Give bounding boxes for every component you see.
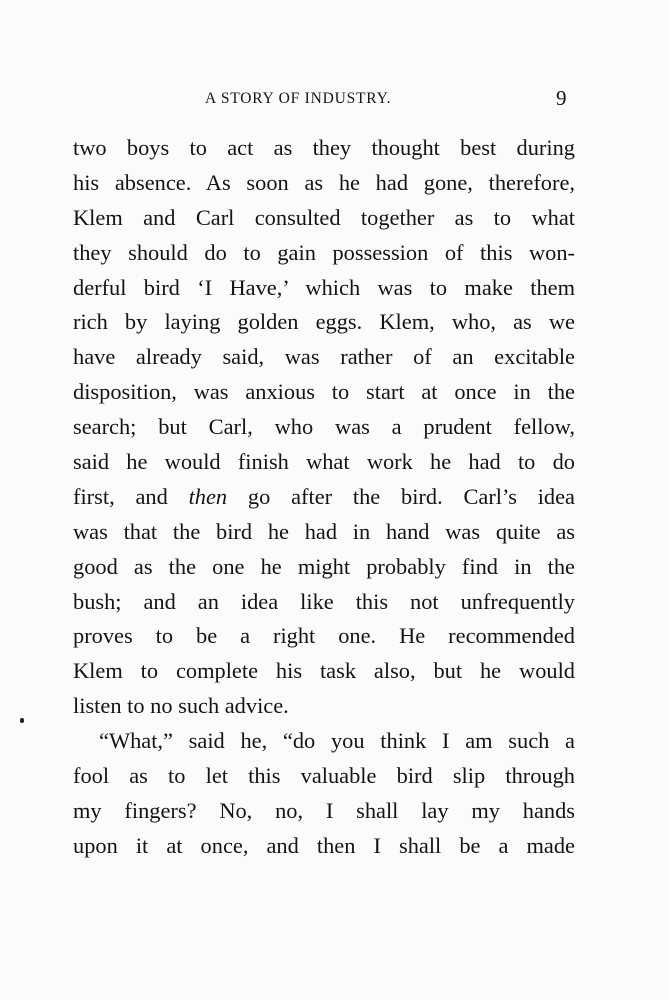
italic-word: then xyxy=(188,483,228,509)
running-title: A STORY OF INDUSTRY. xyxy=(205,90,392,107)
text-line: Klem and Carl consulted together as to what xyxy=(73,204,575,230)
text-line: my fingers? No, no, I shall lay my hands xyxy=(73,797,575,823)
text-line: good as the one he might probably find in the xyxy=(73,553,575,579)
text-line: upon it at once, and then I shall be a made xyxy=(73,832,575,858)
text-line: Klem to complete his task also, but he would xyxy=(73,658,575,684)
text-fragment: go after the bird. Carl’s idea xyxy=(227,483,575,509)
text-fragment: first, and xyxy=(73,483,189,509)
text-line: rich by laying golden eggs. Klem, who, as we xyxy=(73,309,575,335)
text-line: search; but Carl, who was a prudent fellow, xyxy=(73,414,575,440)
page-number: 9 xyxy=(556,86,567,110)
page-header xyxy=(0,86,669,114)
text-line: was that the bird he had in hand was quite as xyxy=(73,518,575,544)
text-line: have already said, was rather of an excitable xyxy=(73,344,575,370)
print-speck xyxy=(20,718,24,723)
text-line: disposition, was anxious to start at once in the xyxy=(73,379,575,405)
text-line: “What,” said he, “do you think I am such a xyxy=(99,728,575,754)
text-line: his absence. As soon as he had gone, therefore, xyxy=(73,169,575,195)
text-line: derful bird ‘I Have,’ which was to make them xyxy=(73,274,575,300)
text-line: fool as to let this valuable bird slip through xyxy=(73,763,575,789)
text-line: they should do to gain possession of this won- xyxy=(73,239,575,265)
text-line: said he would finish what work he had to do xyxy=(73,449,575,475)
text-line: bush; and an idea like this not unfrequently xyxy=(73,588,575,614)
text-line: two boys to act as they thought best during xyxy=(73,135,575,160)
text-line: proves to be a right one. He recommended xyxy=(73,623,575,649)
body-text xyxy=(73,131,575,864)
text-line: listen to no such advice. xyxy=(73,693,289,719)
text-line-with-italic xyxy=(73,480,575,515)
